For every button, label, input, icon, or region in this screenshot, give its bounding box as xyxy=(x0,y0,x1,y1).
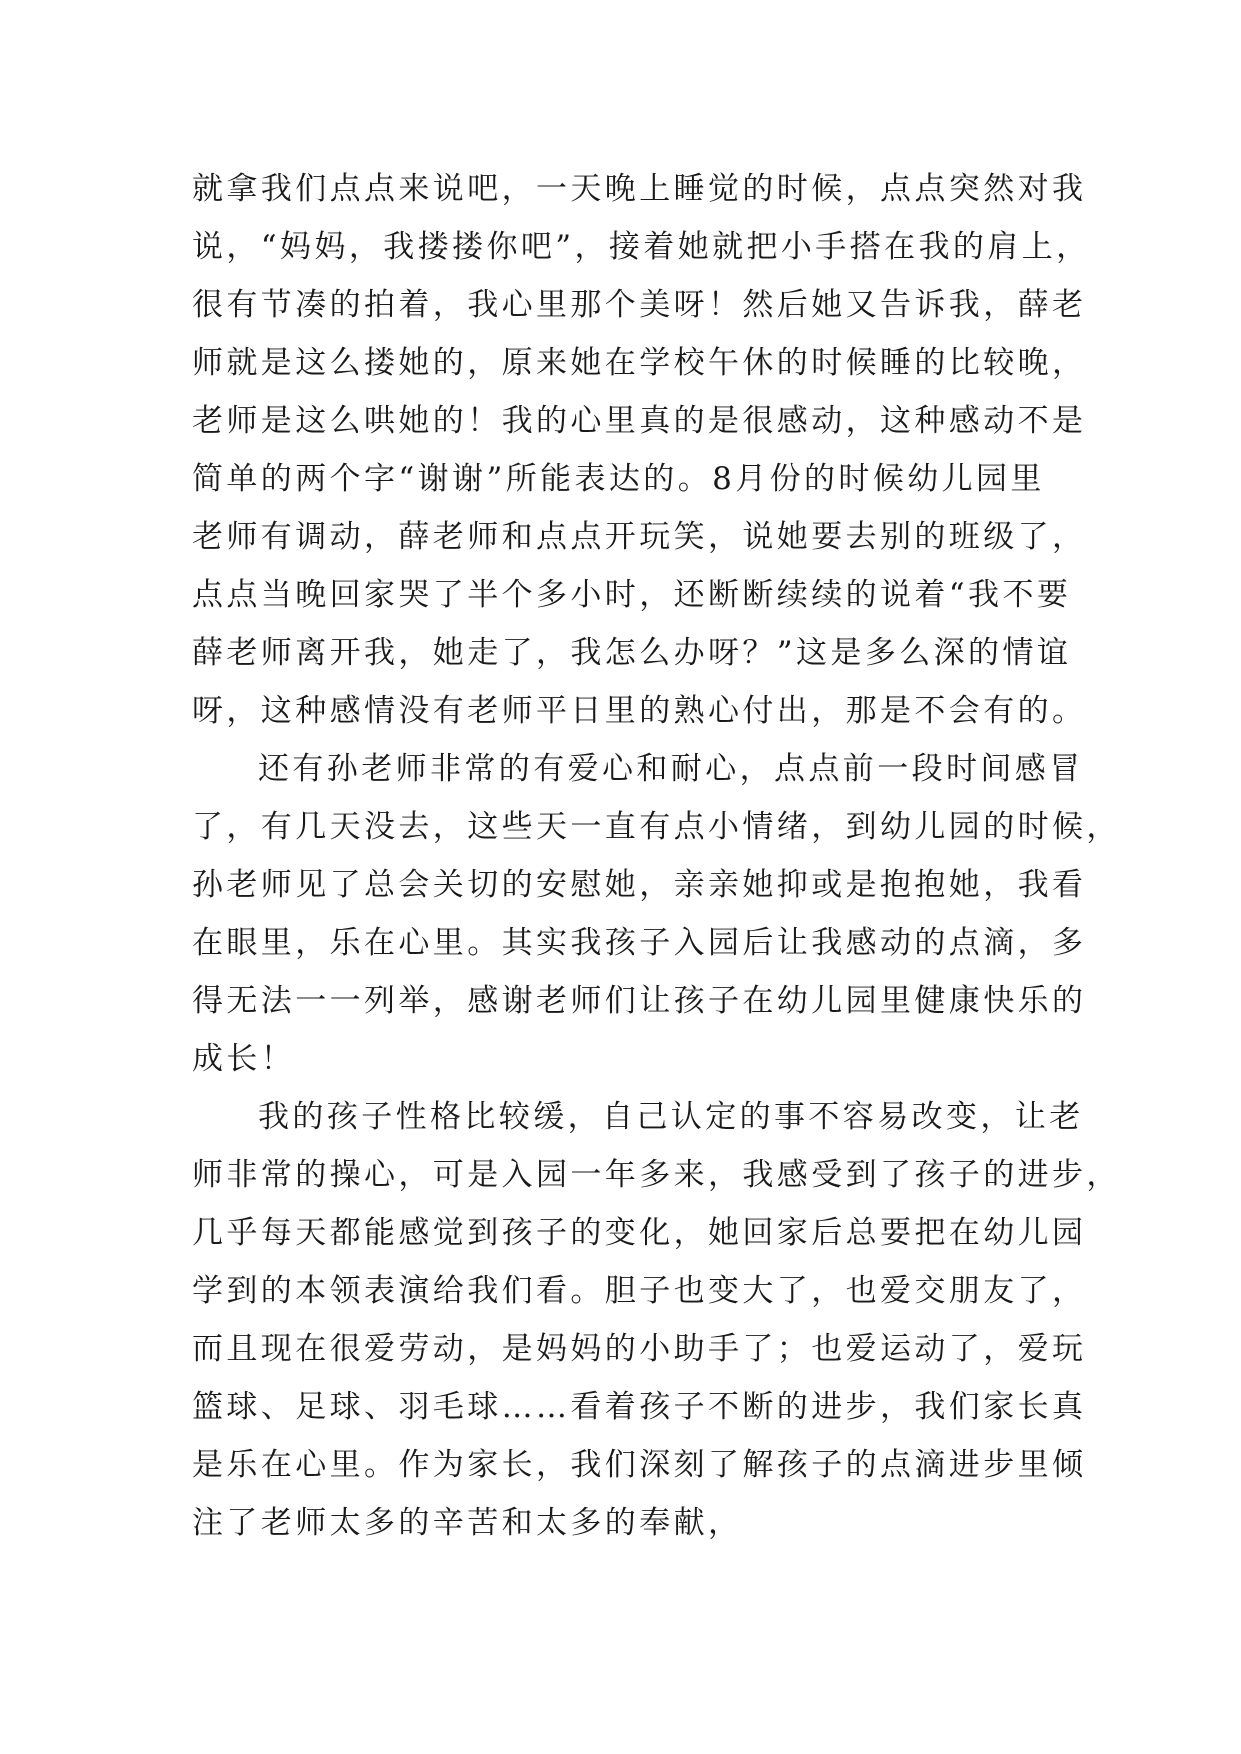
paragraph-start-line: 我的孩子性格比较缓，自己认定的事不容易改变，让老 xyxy=(258,1099,1084,1135)
text-line: 而且现在很爱劳动，是妈妈的小助手了；也爱运动了，爱玩 xyxy=(192,1331,1087,1367)
text-line: 薛老师离开我，她走了，我怎么办呀？”这是多么深的情谊 xyxy=(192,635,1072,671)
text-line: 师非常的操心，可是入园一年多来，我感受到了孩子的进步， xyxy=(192,1157,1121,1193)
text-line: 简单的两个字“谢谢”所能表达的。8月份的时候幼儿园里 xyxy=(192,461,1045,497)
text-line: 得无法一一列举，感谢老师们让孩子在幼儿园里健康快乐的 xyxy=(192,983,1087,1019)
body-text xyxy=(192,160,1121,1552)
text-line: 是乐在心里。作为家长，我们深刻了解孩子的点滴进步里倾 xyxy=(192,1447,1087,1483)
text-line: 很有节凑的拍着，我心里那个美呀！然后她又告诉我，薛老 xyxy=(192,287,1087,323)
text-line: 孙老师见了总会关切的安慰她，亲亲她抑或是抱抱她，我看 xyxy=(192,867,1087,903)
text-line: 成长！ xyxy=(192,1041,296,1077)
text-line: 学到的本领表演给我们看。胆子也变大了，也爱交朋友了， xyxy=(192,1273,1087,1309)
text-line: 说，“妈妈，我搂搂你吧”，接着她就把小手搭在我的肩上， xyxy=(192,229,1091,265)
text-line: 师就是这么搂她的，原来她在学校午休的时候睡的比较晚， xyxy=(192,345,1087,381)
paragraph-start-line: 还有孙老师非常的有爱心和耐心，点点前一段时间感冒 xyxy=(258,751,1084,787)
text-line: 老师有调动，薛老师和点点开玩笑，说她要去别的班级了， xyxy=(192,519,1087,555)
text-line: 点点当晚回家哭了半个多小时，还断断续续的说着“我不要 xyxy=(192,577,1072,613)
text-line: 了，有几天没去，这些天一直有点小情绪，到幼儿园的时候， xyxy=(192,809,1121,845)
text-line: 老师是这么哄她的！我的心里真的是很感动，这种感动不是 xyxy=(192,403,1087,439)
text-line: 呀，这种感情没有老师平日里的熟心付出，那是不会有的。 xyxy=(192,693,1087,729)
text-line: 在眼里，乐在心里。其实我孩子入园后让我感动的点滴，多 xyxy=(192,925,1087,961)
text-line: 几乎每天都能感觉到孩子的变化，她回家后总要把在幼儿园 xyxy=(192,1215,1087,1251)
text-line: 注了老师太多的辛苦和太多的奉献， xyxy=(192,1505,743,1541)
text-line: 篮球、足球、羽毛球……看着孩子不断的进步，我们家长真 xyxy=(192,1389,1087,1425)
text-line: 就拿我们点点来说吧，一天晚上睡觉的时候，点点突然对我 xyxy=(192,171,1087,207)
